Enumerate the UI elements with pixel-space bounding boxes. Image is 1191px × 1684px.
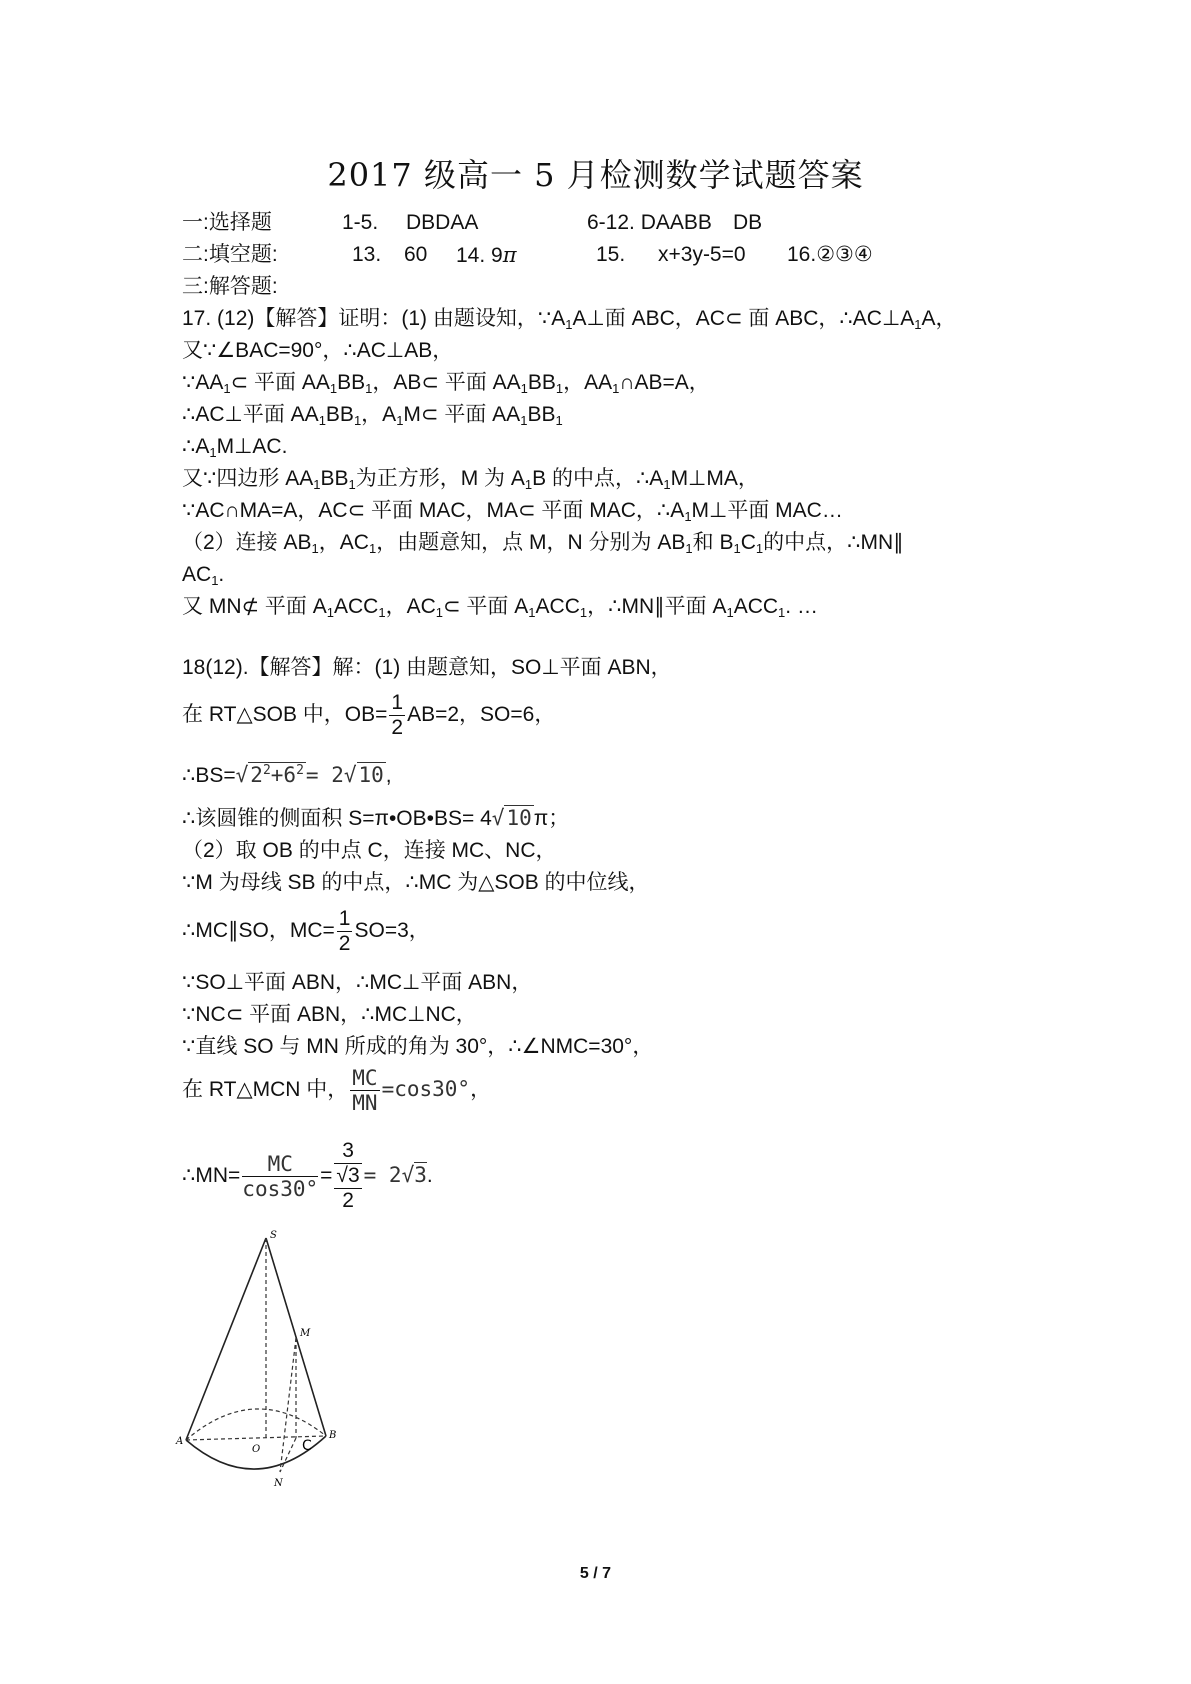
label-n: N [274,1478,283,1489]
q17-line-9: $AC_1$. [182,563,225,588]
q18-line-8: ∵SO⊥平面 ABN，∴MC⊥平面 ABN， [182,971,533,994]
sqrt-expression: $√2^2+6^2= 2√10$ [235,763,384,787]
q17-line-1: 17. (12)【解答】证明：(1) 由题设知，$\because A_1A\perp$面 ABC，AC⊂ 面 ABC，$\therefore AC\perp A_1A$， [182,307,957,332]
answer-text: DBDAA [406,211,479,234]
q17-line-5: $\therefore A_1M\perp AC$. [182,435,288,460]
q17-line-2: 又∵∠BAC=90°，∴AC⊥AB， [182,339,454,362]
cone-figure [176,1228,342,1490]
q18-line-2: 在 RT△SOB 中，OB= $\frac{1}{2}$ AB=2，SO=6， [182,690,556,739]
section-label: 一:选择题 [182,211,272,234]
label-m: M [300,1328,311,1339]
fraction-half: $\frac{1}{2}$ [391,690,404,739]
fraction-mc-mn: $\frac{MC}{MN}$ [352,1065,378,1115]
q17-line-3: $\because AA_1\subset$ 平面 $AA_1BB_1$，AB⊂ 平面 $AA_1BB_1$，$AA_1\cap AB=A$， [182,371,710,396]
fraction-compound: 3 √3 2 [336,1139,360,1213]
question-number: 15. [596,243,626,266]
q18-line-5: （2）取 OB 的中点 C，连接 MC、NC， [182,839,557,862]
q17-line-7: ∵AC∩MA=A，AC⊂ 平面 MAC，MA⊂ 平面 MAC，$\therefore A_1M\perp$平面 MAC… [182,499,843,524]
page-number: 5 / 7 [579,1565,612,1582]
q18-line-11: 在 RT△MCN 中， $\frac{MC}{MN}$ =cos30°， [182,1065,492,1115]
page-title: 2017 级高一 5 月检测数学试题答案 [327,156,864,194]
q17-line-8: （2）连接 $AB_1$，$AC_1$，由题意知，点 M，N 分别为 $AB_1$和 $B_1C_1$的中点，∴MN∥ [182,531,904,556]
q17-line-10: 又 MN⊄ 平面 $A_1ACC_1$，$AC_1\subset$ 平面 $A_1ACC_1$，∴MN∥平面 $A_1ACC_1$. … [182,595,818,620]
answer-text: 60 [404,243,428,266]
answer-text: 14. 9π [456,243,517,267]
answer-text: DB [733,211,763,234]
q17-line-4: ∴AC⊥平面 $AA_1BB_1$，$A_1M\subset$ 平面 $AA_1BB_1$ [182,403,563,428]
label-o: O [252,1444,261,1455]
label-b: B [329,1430,337,1441]
range-label: 1-5. [342,211,379,234]
section-label: 二:填空题: [182,243,278,266]
q18-line-4: ∴该圆锥的侧面积 S=π•OB•BS= 4√10π； [182,806,570,830]
answer-text: 16.②③④ [787,243,873,266]
q18-line-9: ∵NC⊂ 平面 ABN，∴MC⊥NC， [182,1003,477,1026]
q18-line-7: ∴MC∥SO，MC= $\frac{1}{2}$ SO=3， [182,906,430,955]
label-c: C [302,1438,312,1454]
q18-line-12: ∴MN= $\frac{MC}{\cos 30^\circ}$ = 3 √3 2 = 2√3. [182,1139,433,1213]
answer-text: x+3y-5=0 [658,243,746,266]
section-solve: 三:解答题: [182,275,278,298]
q18-line-6: ∵M 为母线 SB 的中点，∴MC 为△SOB 的中位线， [182,871,650,894]
section-fill [182,242,873,268]
answer-text: 6-12. DAABB [587,211,712,234]
label-s: S [270,1230,277,1241]
q18-line-10: ∵直线 SO 与 MN 所成的角为 30°，∴∠NMC=30°， [182,1035,654,1058]
section-choice [182,210,763,236]
q17-line-6: 又∵四边形 $AA_1BB_1$为正方形，M 为 $A_1B$ 的中点，$\therefore A_1M\perp MA$， [182,467,759,492]
label-a: A [176,1436,184,1447]
q18-line-1: 18(12).【解答】解：(1) 由题意知，SO⊥平面 ABN， [182,656,672,679]
fraction-mc-cos30: $\frac{MC}{\cos 30^\circ}$ [242,1151,319,1201]
fraction-half: $\frac{1}{2}$ [338,906,351,955]
question-number: 13. [352,243,382,266]
q18-line-3: $\therefore BS=√2^2+6^2= 2√10$, [182,763,392,787]
